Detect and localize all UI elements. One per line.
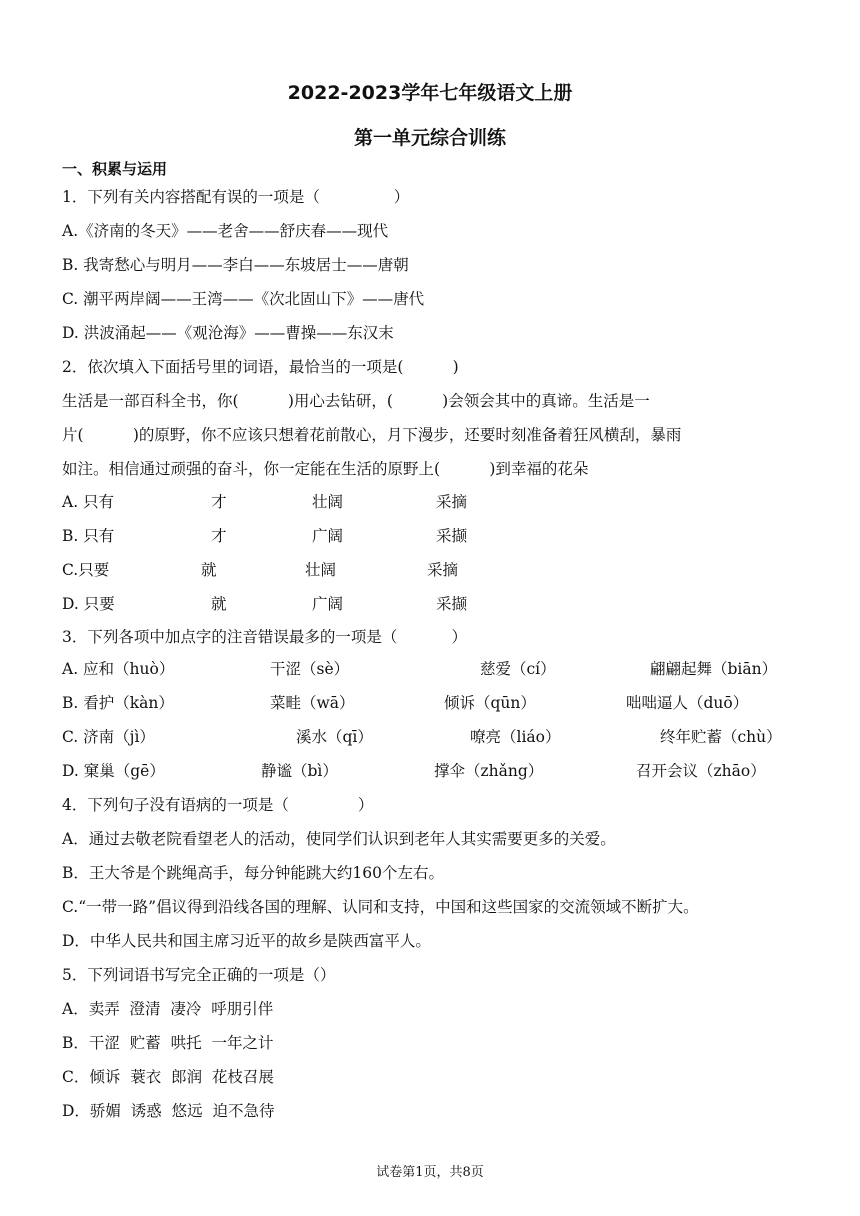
page-title: 2022-2023学年七年级语文上册 <box>287 82 573 104</box>
q4-option-b: B．王大爷是个跳绳高手，每分钟能跳大约160个左右。 <box>62 864 444 882</box>
question-2-stem: 2．依次填入下面括号里的词语，最恰当的一项是( ) <box>62 358 459 376</box>
q3-option-a <box>62 657 822 677</box>
q3-b-col: 咄咄逼人（duō） <box>626 694 749 712</box>
q3-d-col: D. 窠巢（gē） <box>62 762 165 780</box>
question-5-stem: 5．下列词语书写完全正确的一项是（） <box>62 966 336 984</box>
page-subtitle: 第一单元综合训练 <box>353 127 506 149</box>
q4-option-a: A．通过去敬老院看望老人的活动，使同学们认识到老年人其实需要更多的关爱。 <box>62 830 616 848</box>
q3-option-b <box>62 691 822 711</box>
q1-option-b: B. 我寄愁心与明月——李白——东坡居士——唐朝 <box>62 256 409 274</box>
q2-a-col: 采摘 <box>436 493 468 511</box>
q2-a-col: 才 <box>211 493 227 511</box>
q2-c-col: 就 <box>201 561 217 579</box>
q1-option-c: C. 潮平两岸阔——王湾——《次北固山下》——唐代 <box>62 290 425 308</box>
q4-option-c: C.“一带一路”倡议得到沿线各国的理解、认同和支持，中国和这些国家的交流领域不断扩大。 <box>62 898 699 916</box>
q3-b-col: 倾诉（qūn） <box>444 694 536 712</box>
q3-option-c <box>62 725 822 745</box>
q3-c-col: 溪水（qī） <box>296 728 373 746</box>
q2-passage-line: 生活是一部百科全书，你( )用心去钻研，( )会领会其中的真谛。生活是一 <box>62 392 650 410</box>
question-1-stem: 1．下列有关内容搭配有误的一项是（ ） <box>62 188 410 206</box>
q3-c-col: 嘹亮（liáo） <box>470 728 561 746</box>
q3-c-col: C. 济南（jì） <box>62 728 155 746</box>
q4-option-d: D．中华人民共和国主席习近平的故乡是陕西富平人。 <box>62 932 431 950</box>
q2-c-col: 采摘 <box>427 561 459 579</box>
q5-option-a: A．卖弄 澄清 凄冷 呼朋引伴 <box>62 1000 274 1018</box>
page-footer: 试卷第1页，共8页 <box>376 1165 484 1180</box>
q5-option-c: C．倾诉 蓑衣 郎润 花枝召展 <box>62 1068 274 1086</box>
question-4-stem: 4．下列句子没有语病的一项是（ ） <box>62 796 374 814</box>
q2-passage-line: 如注。相信通过顽强的奋斗，你一定能在生活的原野上( )到幸福的花朵 <box>62 460 589 478</box>
question-3-stem: 3．下列各项中加点字的注音错误最多的一项是（ ） <box>62 628 468 646</box>
q3-a-col: A. 应和（huò） <box>62 660 175 678</box>
q2-a-col: 壮阔 <box>312 493 344 511</box>
q2-option-b <box>62 524 822 544</box>
q1-option-a: A.《济南的冬天》——老舍——舒庆春——现代 <box>62 222 389 240</box>
q2-option-d <box>62 592 822 612</box>
q2-d-col: D. 只要 <box>62 595 115 613</box>
q2-b-col: 才 <box>211 527 227 545</box>
q2-b-col: 采撷 <box>436 527 468 545</box>
q2-d-col: 采撷 <box>436 595 468 613</box>
q2-b-col: 广阔 <box>312 527 344 545</box>
q5-option-b: B．干涩 贮蓄 哄托 一年之计 <box>62 1034 274 1052</box>
section-heading: 一、积累与运用 <box>62 160 168 178</box>
q1-option-d: D. 洪波涌起——《观沧海》——曹操——东汉末 <box>62 324 394 342</box>
q3-b-col: 菜畦（wā） <box>270 694 355 712</box>
q2-a-col: A. 只有 <box>62 493 115 511</box>
q2-d-col: 广阔 <box>312 595 344 613</box>
q2-option-c <box>62 558 822 578</box>
q3-a-col: 干涩（sè） <box>270 660 350 678</box>
q2-c-col: 壮阔 <box>305 561 337 579</box>
q2-passage-line: 片( )的原野，你不应该只想着花前散心，月下漫步，还要时刻准备着狂风横刮，暴雨 <box>62 426 682 444</box>
q3-d-col: 静谧（bì） <box>261 762 338 780</box>
q3-a-col: 慈爱（cí） <box>480 660 556 678</box>
q3-c-col: 终年贮蓄（chù） <box>660 728 782 746</box>
q2-d-col: 就 <box>211 595 227 613</box>
q3-a-col: 翩翩起舞（biān） <box>650 660 778 678</box>
q2-b-col: B. 只有 <box>62 527 115 545</box>
q3-d-col: 召开会议（zhāo） <box>636 762 766 780</box>
q3-option-d <box>62 759 822 779</box>
q3-d-col: 撑伞（zhǎng） <box>434 762 544 780</box>
q2-option-a <box>62 490 822 510</box>
q3-b-col: B. 看护（kàn） <box>62 694 174 712</box>
q2-c-col: C.只要 <box>62 561 110 579</box>
q5-option-d: D．骄媚 诱惑 悠远 迫不急待 <box>62 1102 275 1120</box>
